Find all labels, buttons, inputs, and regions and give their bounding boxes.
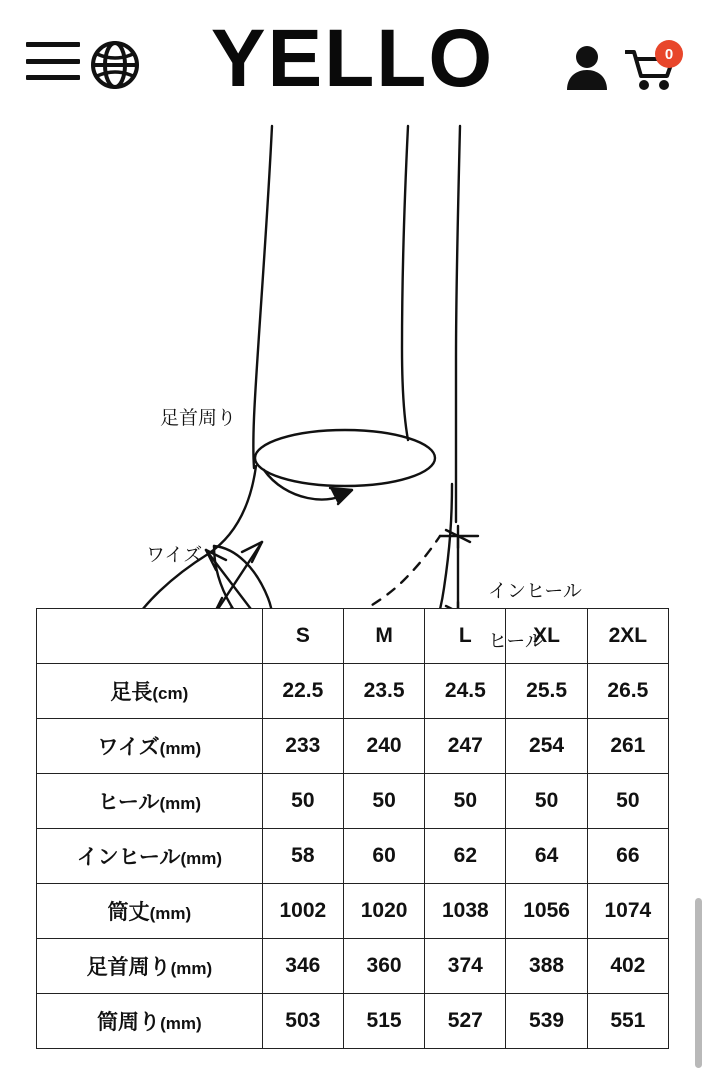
table-cell: 23.5: [343, 664, 424, 719]
table-cell: 50: [506, 774, 587, 829]
table-cell: 374: [425, 939, 506, 994]
table-cell: 346: [262, 939, 343, 994]
size-chart-table: [36, 608, 669, 1049]
diagram-label-width: ワイズ: [146, 545, 203, 566]
table-cell: 58: [262, 829, 343, 884]
size-column-header: XL: [506, 609, 587, 664]
table-cell: 62: [425, 829, 506, 884]
table-cell: 503: [262, 994, 343, 1049]
table-row: [37, 829, 669, 884]
size-column-header: M: [343, 609, 424, 664]
table-cell: 539: [506, 994, 587, 1049]
table-cell: 515: [343, 994, 424, 1049]
table-cell: 50: [343, 774, 424, 829]
table-header-row: [37, 609, 669, 664]
table-cell: 402: [587, 939, 668, 994]
table-cell: 50: [262, 774, 343, 829]
row-label-heel: ヒール(mm): [37, 774, 263, 829]
table-cell: 24.5: [425, 664, 506, 719]
diagram-label-heel: ヒール: [488, 631, 544, 652]
row-label-inheel: インヒール(mm): [37, 829, 263, 884]
table-row: [37, 719, 669, 774]
table-row: [37, 994, 669, 1049]
table-cell: 26.5: [587, 664, 668, 719]
table-row: [37, 664, 669, 719]
table-row: [37, 939, 669, 994]
site-logo[interactable]: YELLO: [210, 13, 495, 104]
size-column-header: S: [262, 609, 343, 664]
table-cell: 1038: [425, 884, 506, 939]
row-label-width: ワイズ(mm): [37, 719, 263, 774]
table-cell: 360: [343, 939, 424, 994]
table-cell: 254: [506, 719, 587, 774]
row-label-shaft-height: 筒丈(mm): [37, 884, 263, 939]
table-cell: 60: [343, 829, 424, 884]
table-cell: 527: [425, 994, 506, 1049]
diagram-label-ankle: 足首周り: [160, 408, 237, 429]
table-cell: 1074: [587, 884, 668, 939]
table-cell: 1020: [343, 884, 424, 939]
size-column-header: 2XL: [587, 609, 668, 664]
row-label-foot-length: 足長(cm): [37, 664, 263, 719]
table-cell: 551: [587, 994, 668, 1049]
table-cell: 240: [343, 719, 424, 774]
row-label-ankle-circumference: 足首周り(mm): [37, 939, 263, 994]
table-cell: 25.5: [506, 664, 587, 719]
table-row: [37, 884, 669, 939]
table-cell: 22.5: [262, 664, 343, 719]
table-cell: 1056: [506, 884, 587, 939]
page-scrollbar-thumb[interactable]: [695, 898, 702, 1068]
table-cell: 233: [262, 719, 343, 774]
table-cell: 1002: [262, 884, 343, 939]
size-table-container: [0, 608, 705, 1049]
table-cell: 50: [425, 774, 506, 829]
row-label-shaft-circumference: 筒周り(mm): [37, 994, 263, 1049]
table-cell: 64: [506, 829, 587, 884]
table-cell: 388: [506, 939, 587, 994]
table-cell: 66: [587, 829, 668, 884]
table-corner-cell: [37, 609, 263, 664]
diagram-label-inheel: インヒール: [488, 581, 582, 602]
table-row: [37, 774, 669, 829]
account-person-icon[interactable]: [565, 44, 609, 90]
size-column-header: L: [425, 609, 506, 664]
table-cell: 50: [587, 774, 668, 829]
boot-diagram-svg: [0, 118, 705, 608]
site-header: [0, 0, 705, 118]
table-cell: 247: [425, 719, 506, 774]
table-cell: 261: [587, 719, 668, 774]
cart-count-badge: 0: [655, 40, 683, 68]
